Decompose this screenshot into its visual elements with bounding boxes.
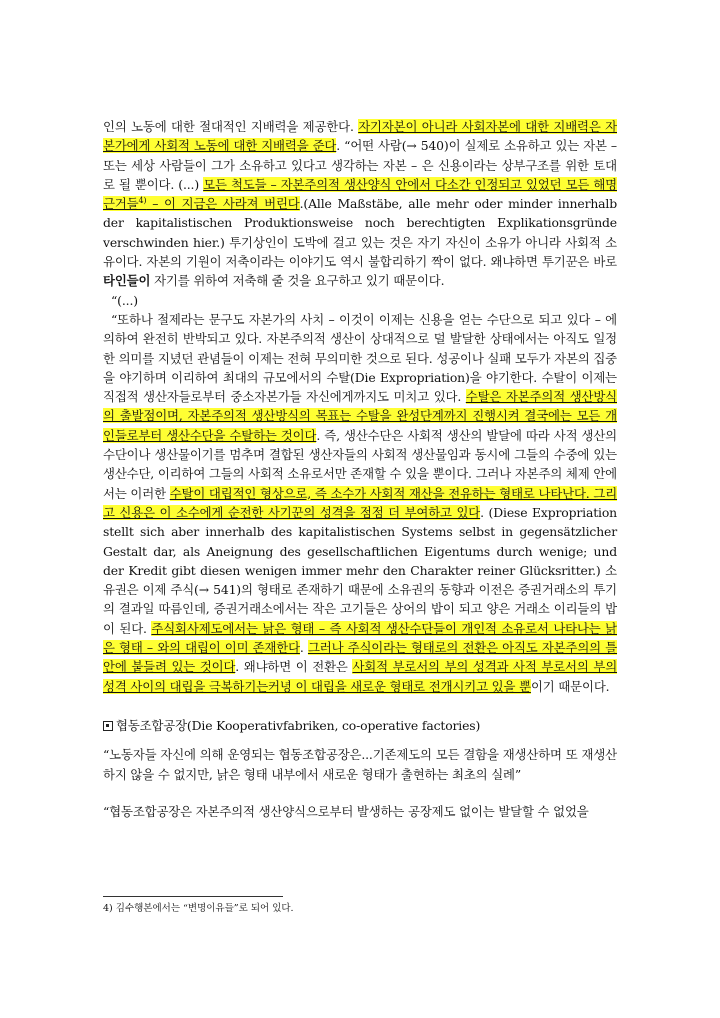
section-heading (103, 716, 617, 735)
paragraph-3 (103, 310, 617, 696)
highlighted-text: 수탈은 자본주의적 생산방식의 출발점이며, 자본주의적 생산방식의 목표는 수탈을 완성단계까지 진행시켜 결국에는 모든 개인들로부터 생산수단을 수탈하는 것이다 (103, 389, 617, 443)
highlighted-text: 수탈이 대립적인 형상으로, 즉 소수가 사회적 재산을 전유하는 형태로 나타난다. 그리고 신용은 이 소수에게 순전한 사기꾼의 성격을 점점 더 부여하고 있다 (103, 485, 618, 520)
text-run: . (Diese Expropriation stellt sich aber innerhalb des kapitalistischen Systems selbst in gegensätzlicher Gestalt dar, als Aneignung des gesellschaftlichen Eigentums durch wenige; und der Kredit gibt diesen wenigen immer mehr den Charakter reiner Glücksritter.) 소유권은 이제 주식(→ 541)의 형태로 존재하기 때문에 소유권의 동향과 이전은 증권거래소의 투기의 결과일 따름인데, 증권거래소에서는 작은 고기들은 상어의 밥이 되고 양은 거래소 이리들의 밥이 된다. (103, 504, 617, 636)
footnote: 4) 김수행본에서는 “변명이유들”로 되어 있다. (103, 903, 294, 914)
text-run: . 왜냐하면 이 전환은 (235, 659, 353, 675)
text-run: – 이 지금은 사라져 버린다 (146, 196, 300, 212)
highlighted-text: 사회적 부로서의 부의 성격과 사적 부로서의 부의 성격 사이의 대립을 극복하기는커녕 이 대립을 새로운 형태로 전개시키고 있을 뿐 (103, 659, 618, 694)
text-run: 이기 때문이다. (530, 678, 610, 694)
footnote-divider (103, 896, 283, 897)
highlighted-text: 자기자본이 아니라 사회자본에 대한 지배력은 자본가에게 사회적 노동에 대한 지배력을 준다 (103, 119, 617, 154)
bold-text: 타인들이 (103, 273, 151, 289)
text-run: “또하나 절제라는 문구도 자본가의 사치 – 이것이 이제는 신용을 얻는 수단으로 되고 있다 – 에 의하여 완전히 반박되고 있다. 자본주의적 생산이 상대적으로 덜 발달한 상태에서는 아직도 일정한 의미를 지녔던 관념들이 이제는 전혀 무의미한 것으로 된다. 성공이나 실패 모두가 자본의 집중을 야기하며 이리하여 최대의 규모에서의 수탈(Die Expropriation)을 야기한다. 수탈이 이제는 직접적 생산자들로부터 중소자본가들 자신에게까지도 미치고 있다. (103, 311, 617, 405)
section-heading-text: 협동조합공장(Die Kooperativfabriken, co-operative factories) (116, 717, 481, 733)
quote-1: “노동자들 자신에 의해 운영되는 협동조합공장은...기존제도의 모든 결함을 재생산하며 또 재생산하지 않을 수 없지만, 낡은 형태 내부에서 새로운 형태가 출현하는 최초의 실례” (103, 747, 617, 782)
text-run: 인의 노동에 대한 절대적인 지배력을 제공한다. (103, 119, 359, 134)
square-bullet-icon (103, 721, 113, 731)
paragraph-ellipsis: “(...) (111, 292, 138, 308)
highlighted-text: 그러나 주식이라는 형태로의 전환은 아직도 자본주의의 틀 안에 붙들려 있는 것이다 (103, 640, 618, 675)
quote-2: “협동조합공장은 자본주의적 생산양식으로부터 발생하는 공장제도 없이는 발달할 수 없었을 (103, 803, 589, 819)
text-run: . “어떤 사람(→ 540)이 실제로 소유하고 있는 자본 – 또는 세상 사람들이 그가 소유하고 있다고 생각하는 자본 – 은 신용이라는 상부구조를 위한 토대로 될 뿐이다. (...) (103, 138, 617, 192)
text-run: .(Alle Maßstäbe, alle mehr oder minder innerhalb der kapitalistischen Produktionsweise noch berechtigten Explikationsgründe verschwinden hier.) 투기상인이 도박에 걸고 있는 것은 자기 자신이 소유가 아니라 사회적 소유이다. 자본의 기원이 저축이라는 이야기도 역시 불합리하기 짝이 없다. 왜냐하면 투기꾼은 바로 (103, 196, 617, 270)
text-run: . 즉, 생산수단은 사회적 생산의 발달에 따라 사적 생산의 수단이나 생산물이기를 멈추며 결합된 생산자들의 사회적 생산물임과 동시에 그들의 수중에 있는 생산수단, 이리하여 그들의 사회적 소유로서만 존재할 수 있을 뿐이다. 그러나 자본주의 체제 안에서는 이러한 (103, 427, 617, 501)
text-run: 자기를 위하여 저축해 줄 것을 요구하고 있기 때문이다. (150, 273, 445, 289)
document-body (103, 117, 617, 821)
text-run: . (299, 640, 308, 656)
text-run: 모든 척도들 – 자본주의적 생산양식 안에서 다소간 인정되고 있었던 모든 해명근거들 (103, 176, 617, 212)
highlighted-text: 주식회사제도에서는 낡은 형태 – 즉 사회적 생산수단들이 개인적 소유로서 나타나는 낡은 형태 – 와의 대립이 이미 존재한다 (103, 620, 617, 656)
footnote-marker[interactable]: 4) (138, 196, 147, 206)
paragraph-1 (103, 117, 617, 291)
